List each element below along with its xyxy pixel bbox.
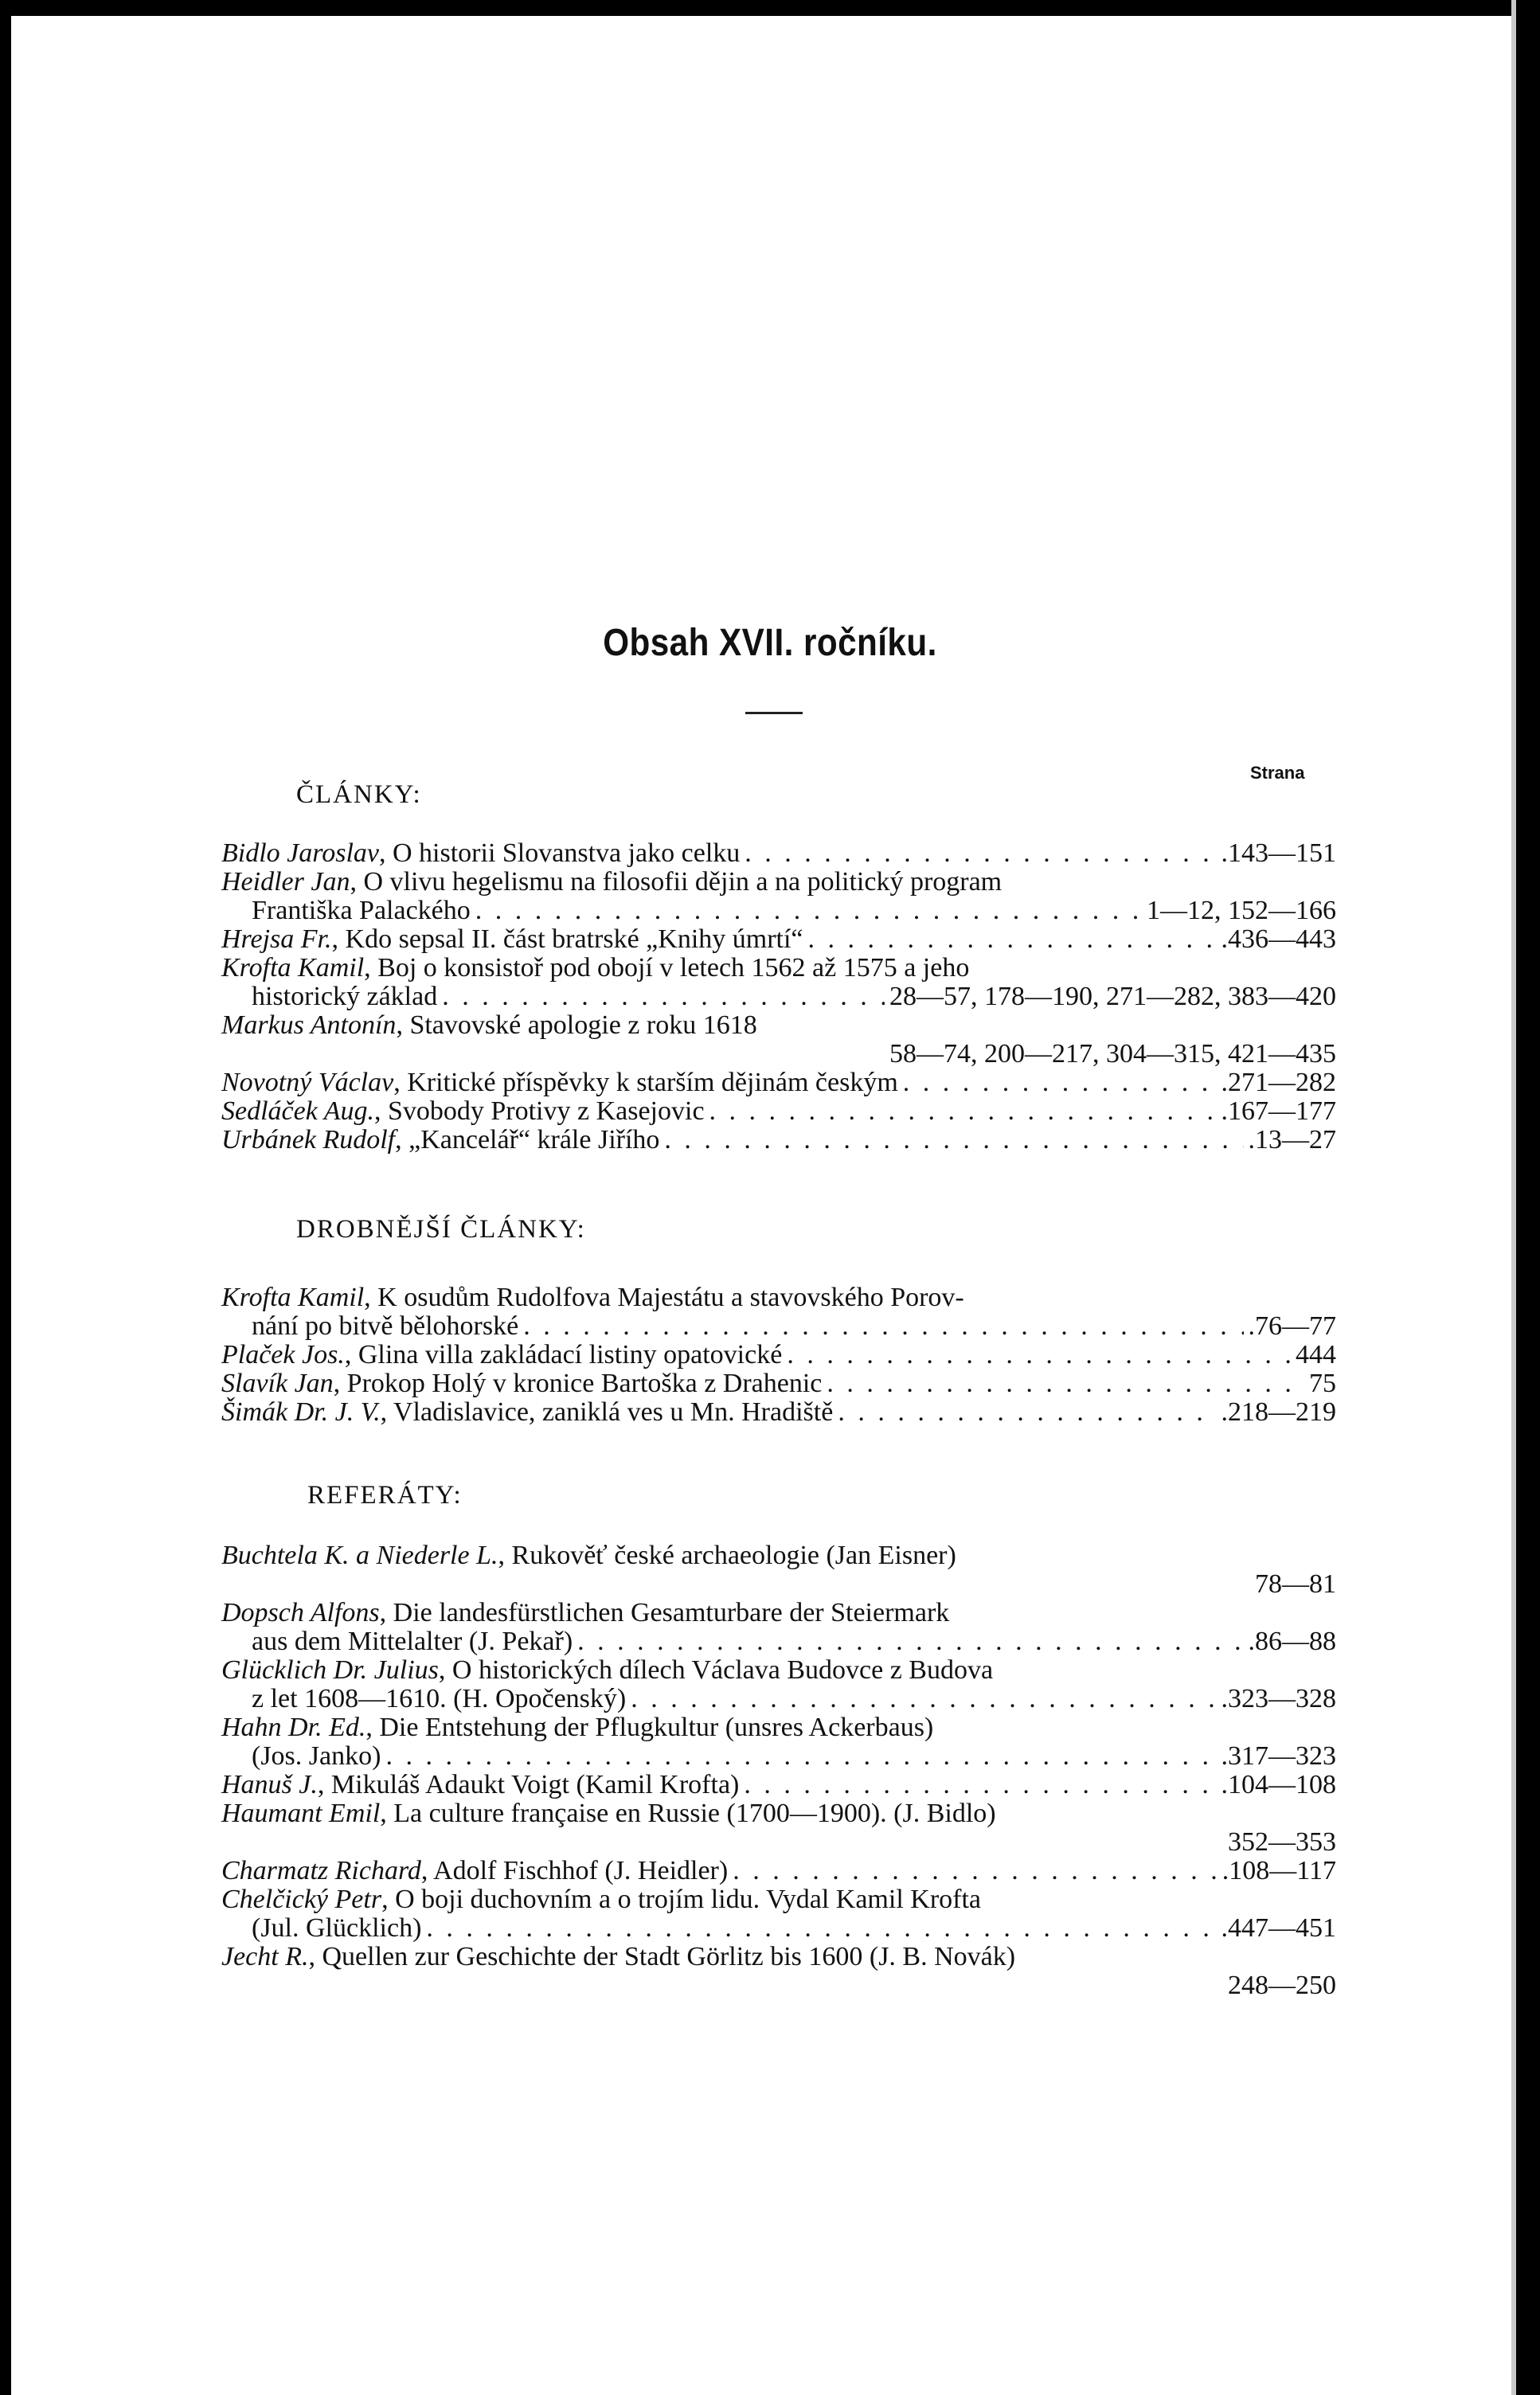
entry-title: , Glina villa zakládací listiny opatovické: [344, 1340, 783, 1369]
page-range: 352—353: [1228, 1827, 1336, 1857]
page-range: 248—250: [1228, 1971, 1336, 2000]
page-range: .218—219: [1221, 1397, 1336, 1427]
entry-title: z let 1608—1610. (H. Opočenský): [252, 1684, 627, 1713]
scan-edge-right: [1516, 0, 1540, 2395]
toc-line: [221, 925, 1336, 954]
entry-author: Jecht R.: [221, 1942, 309, 1971]
entry-title: , O historii Slovanstva jako celku: [379, 838, 741, 868]
entry-author: Dopsch Alfons: [221, 1598, 380, 1627]
entry-title: , Rukověť české archaeologie (Jan Eisner): [498, 1541, 956, 1570]
toc-line: [221, 983, 1336, 1011]
section-heading-clanky: ČLÁNKY:: [296, 780, 422, 809]
drobnejsi-list: [221, 1283, 1336, 1427]
page-range: .167—177: [1221, 1096, 1336, 1126]
toc-line: [221, 1069, 1336, 1097]
dot-leader: [744, 1771, 1216, 1799]
dot-leader: [577, 1627, 1243, 1656]
toc-line: [221, 1369, 1336, 1398]
toc-line: [221, 954, 1336, 983]
entry-title: , Quellen zur Geschichte der Stadt Görlitz bis 1600 (J. B. Novák): [308, 1942, 1016, 1971]
entry-author: Charmatz Richard: [221, 1856, 421, 1885]
toc-entry: [221, 868, 1336, 925]
dot-leader: [664, 1126, 1243, 1155]
dot-leader: [442, 983, 885, 1011]
page-range: .104—108: [1221, 1770, 1336, 1799]
toc-line: [221, 1799, 1336, 1828]
dot-leader: [385, 1742, 1216, 1771]
scan-edge-right-shadow: [1511, 0, 1516, 2395]
clanky-list: [221, 839, 1336, 1155]
dot-leader: [709, 1097, 1217, 1126]
page-range: 1—12, 152—166: [1147, 896, 1336, 925]
page-range: .13—27: [1248, 1125, 1336, 1155]
toc-line: [221, 868, 1336, 897]
toc-entry: [221, 1771, 1336, 1799]
entry-author: Krofta Kamil: [221, 953, 365, 983]
entry-title: , Die landesfürstlichen Gesamturbare der Steiermark: [379, 1598, 950, 1627]
entry-title: aus dem Mittelalter (J. Pekař): [252, 1627, 573, 1656]
entry-title: , La culture française en Russie (1700—1900). (J. Bidlo): [380, 1799, 996, 1828]
dot-leader: [903, 1069, 1217, 1097]
section-heading-drobnejsi: DROBNĚJŠÍ ČLÁNKY:: [296, 1215, 586, 1244]
toc-entry: [221, 1799, 1336, 1857]
toc-line: [221, 1627, 1336, 1656]
toc-line: [221, 1312, 1336, 1341]
toc-line: [221, 1742, 1336, 1771]
toc-line: [221, 1341, 1336, 1369]
dot-leader: [631, 1685, 1216, 1713]
entry-title: , Adolf Fischhof (J. Heidler): [420, 1856, 729, 1885]
toc-line: [221, 1771, 1336, 1799]
page-range: .317—323: [1221, 1741, 1336, 1771]
entry-author: Novotný Václav: [221, 1068, 394, 1097]
toc-line: [221, 1570, 1336, 1599]
dot-leader: [838, 1398, 1216, 1427]
entry-title: (Jul. Glücklich): [252, 1913, 422, 1943]
toc-line: [221, 1040, 1336, 1069]
page-range: .271—282: [1221, 1068, 1336, 1097]
toc-entry: [221, 1097, 1336, 1126]
entry-author: Markus Antonín: [221, 1010, 397, 1040]
entry-author: Šimák Dr. J. V.: [221, 1397, 381, 1427]
dot-leader: [733, 1857, 1218, 1885]
entry-title: historický základ: [252, 982, 438, 1011]
entry-title: , K osudům Rudolfova Majestátu a stavovského Porov-: [364, 1283, 964, 1312]
toc-entry: [221, 1126, 1336, 1155]
entry-title: , Prokop Holý v kronice Bartoška z Drahenic: [333, 1369, 823, 1398]
section-heading-referaty: REFERÁTY:: [307, 1481, 463, 1510]
toc-line: [221, 1599, 1336, 1627]
toc-entry: [221, 1369, 1336, 1398]
toc-entry: [221, 1341, 1336, 1369]
entry-title: Františka Palackého: [252, 896, 471, 925]
referaty-list: [221, 1541, 1336, 2000]
toc-entry: [221, 1885, 1336, 1943]
toc-entry: [221, 1857, 1336, 1885]
toc-line: [221, 1283, 1336, 1312]
toc-entry: [221, 925, 1336, 954]
toc-line: [221, 1713, 1336, 1742]
page-range: .86—88: [1248, 1627, 1336, 1656]
toc-entry: [221, 1011, 1336, 1069]
entry-title: , „Kancelář“ krále Jiřího: [395, 1125, 660, 1155]
entry-title: , Vladislavice, zaniklá ves u Mn. Hradiště: [380, 1397, 834, 1427]
toc-line: [221, 1828, 1336, 1857]
page-range: .76—77: [1248, 1311, 1336, 1341]
toc-entry: [221, 954, 1336, 1011]
toc-line: [221, 1398, 1336, 1427]
entry-title: , Stavovské apologie z roku 1618: [396, 1010, 757, 1040]
dot-leader: [523, 1312, 1243, 1341]
entry-author: Chelčický Petr: [221, 1885, 382, 1914]
page-range: .436—443: [1221, 924, 1336, 954]
entry-title: , O vlivu hegelismu na filosofii dějin a na politický program: [350, 867, 1003, 897]
entry-author: Urbánek Rudolf: [221, 1125, 396, 1155]
dot-leader: [787, 1341, 1291, 1369]
page-range: .108—117: [1221, 1856, 1336, 1885]
toc-line: [221, 1656, 1336, 1685]
entry-title: , Svobody Protivy z Kasejovic: [373, 1096, 705, 1126]
toc-entry: [221, 1656, 1336, 1713]
entry-author: Glücklich Dr. Julius: [221, 1655, 439, 1685]
entry-title: , Boj o konsistoř pod obojí v letech 1562 až 1575 a jeho: [364, 953, 970, 983]
dot-leader: [827, 1369, 1304, 1398]
page-range: 58—74, 200—217, 304—315, 421—435: [889, 1039, 1336, 1069]
toc-entry: [221, 1713, 1336, 1771]
toc-line: [221, 1541, 1336, 1570]
entry-author: Krofta Kamil: [221, 1283, 365, 1312]
entry-title: , O historických dílech Václava Budovce z Budova: [438, 1655, 994, 1685]
page-range: 75: [1309, 1369, 1336, 1398]
entry-title: , Kdo sepsal II. část bratrské „Knihy úmrtí“: [331, 924, 803, 954]
entry-author: Sedláček Aug.: [221, 1096, 374, 1126]
entry-title: , Mikuláš Adaukt Voigt (Kamil Krofta): [317, 1770, 740, 1799]
title-divider: [745, 712, 803, 714]
toc-line: [221, 1885, 1336, 1914]
entry-author: Bidlo Jaroslav: [221, 838, 379, 868]
entry-author: Heidler Jan: [221, 867, 350, 897]
scan-edge-left: [0, 0, 11, 2395]
page-range: 444: [1296, 1340, 1336, 1369]
toc-line: [221, 897, 1336, 925]
toc-line: [221, 1943, 1336, 1971]
toc-line: [221, 1914, 1336, 1943]
page-title: Obsah XVII. ročníku.: [603, 622, 937, 664]
entry-author: Hahn Dr. Ed.: [221, 1713, 366, 1742]
entry-author: Slavík Jan: [221, 1369, 334, 1398]
entry-title: (Jos. Janko): [252, 1741, 381, 1771]
dot-leader: [745, 839, 1216, 868]
page-range: .323—328: [1221, 1684, 1336, 1713]
toc-line: [221, 1011, 1336, 1040]
entry-author: Plaček Jos.: [221, 1340, 345, 1369]
toc-entry: [221, 839, 1336, 868]
toc-entry: [221, 1283, 1336, 1341]
dot-leader: [808, 925, 1217, 954]
entry-author: Haumant Emil: [221, 1799, 381, 1828]
toc-line: [221, 1971, 1336, 2000]
entry-author: Buchtela K. a Niederle L.: [221, 1541, 498, 1570]
dot-leader: [426, 1914, 1216, 1943]
page-range: .143—151: [1221, 838, 1336, 868]
toc-line: [221, 1097, 1336, 1126]
toc-line: [221, 839, 1336, 868]
page-range: .447—451: [1221, 1913, 1336, 1943]
toc-line: [221, 1126, 1336, 1155]
toc-entry: [221, 1943, 1336, 2000]
page-range: 28—57, 178—190, 271—282, 383—420: [889, 982, 1336, 1011]
strana-label: Strana: [1250, 763, 1305, 783]
entry-title: nání po bitvě bělohorské: [252, 1311, 519, 1341]
toc-entry: [221, 1398, 1336, 1427]
entry-title: , O boji duchovním a o trojím lidu. Vydal Kamil Krofta: [381, 1885, 982, 1914]
entry-title: , Die Entstehung der Pflugkultur (unsres Ackerbaus): [365, 1713, 934, 1742]
toc-line: [221, 1685, 1336, 1713]
scan-edge-top: [0, 0, 1540, 16]
entry-author: Hanuš J.: [221, 1770, 318, 1799]
toc-entry: [221, 1541, 1336, 1599]
entry-author: Hrejsa Fr.: [221, 924, 332, 954]
entry-title: , Kritické příspěvky k starším dějinám českým: [393, 1068, 898, 1097]
toc-entry: [221, 1599, 1336, 1656]
dot-leader: [475, 897, 1142, 925]
toc-entry: [221, 1069, 1336, 1097]
toc-line: [221, 1857, 1336, 1885]
page-range: 78—81: [1255, 1569, 1336, 1599]
